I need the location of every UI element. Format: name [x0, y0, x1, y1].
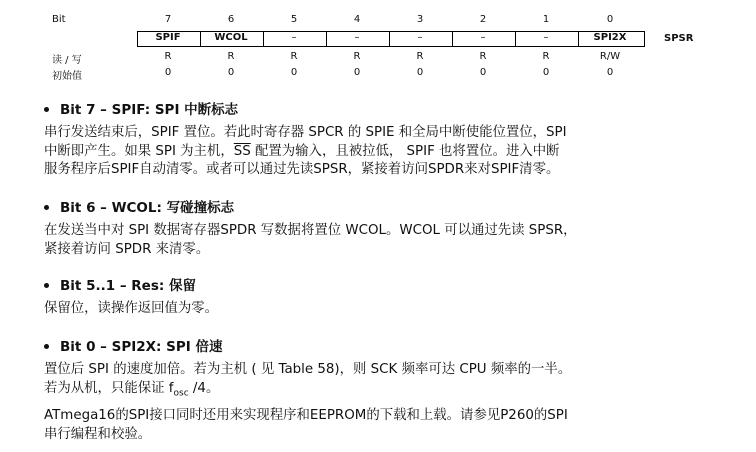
bit-number: 5: [290, 14, 298, 25]
ss-overline: $\overline{SS}$: [233, 143, 251, 159]
bullet-icon: [44, 205, 49, 210]
field-name: –: [417, 32, 423, 43]
init-value: 0: [227, 67, 235, 78]
paragraph-bit6: 在发送当中对 SPI 数据寄存器SPDR 写数据将置位 WCOL。WCOL 可以通过先读 SPSR， 紧接着访问 SPDR 来清零。: [44, 223, 577, 257]
field-name: –: [480, 32, 486, 43]
bit-number: 0: [606, 14, 614, 25]
fosc-subscript: osc: [173, 388, 189, 399]
paragraph-bit0: 置位后 SPI 的速度加倍。若为主机 ( 见 Table 58)，则 SCK 频率可达 CPU 频率的一半。 若为从机，只能保证 $f_{osc}$ /4。: [44, 362, 572, 399]
field-name: –: [291, 32, 297, 43]
field-name: –: [354, 32, 360, 43]
field-name: SPIF: [155, 32, 181, 43]
rw-value: R: [542, 51, 550, 62]
bit-label: Bit: [52, 14, 66, 25]
field-name: SPI2X: [593, 32, 627, 43]
field-name: –: [543, 32, 549, 43]
rw-value: R: [479, 51, 487, 62]
paragraph-footer: ATmega16的SPI接口同时还用来实现程序和EEPROM的下载和上载。请参见P260的SPI 串行编程和校验。: [44, 408, 568, 442]
rw-value: R: [353, 51, 361, 62]
register-table: [0, 0, 756, 90]
init-value: 0: [353, 67, 361, 78]
init-value: 0: [479, 67, 487, 78]
section-heading-bit6: Bit 6 – WCOL: 写碰撞标志: [44, 196, 234, 216]
bullet-icon: [44, 344, 49, 349]
init-value: 0: [164, 67, 172, 78]
init-value: 0: [542, 67, 550, 78]
bit-number: 7: [164, 14, 172, 25]
init-value: 0: [290, 67, 298, 78]
bit-number: 4: [353, 14, 361, 25]
init-value: 0: [416, 67, 424, 78]
init-label: 初始值: [52, 71, 82, 82]
section-heading-bit5-1: Bit 5..1 – Res: 保留: [44, 274, 196, 294]
rw-value: R: [416, 51, 424, 62]
rw-value: R: [290, 51, 298, 62]
paragraph-bit7: 串行发送结束后，SPIF 置位。若此时寄存器 SPCR 的 SPIE 和全局中断使能位置位，SPI 中断即产生。如果 SPI 为主机，$\overline{SS}$ 配置为输入，且被拉低， SPIF 也将置位。进入中断 服务程序后SPIF自动清零。或者可以通过先读SPSR，紧接着访问SPDR来对SPIF清零。: [44, 125, 567, 177]
bullet-icon: [44, 107, 49, 112]
section-heading-bit0: Bit 0 – SPI2X: SPI 倍速: [44, 335, 223, 355]
bit-number: 6: [227, 14, 235, 25]
bit-number: 3: [416, 14, 424, 25]
bit-number: 2: [479, 14, 487, 25]
bit-number: 1: [542, 14, 550, 25]
field-name: WCOL: [214, 32, 248, 43]
rw-value: R: [164, 51, 172, 62]
paragraph-bit5-1: 保留位，读操作返回值为零。: [44, 301, 219, 316]
rw-label: 读 / 写: [52, 55, 82, 66]
rw-value: R/W: [599, 51, 621, 62]
section-heading-bit7: Bit 7 – SPIF: SPI 中断标志: [44, 98, 238, 118]
bullet-icon: [44, 283, 49, 288]
rw-value: R: [227, 51, 235, 62]
init-value: 0: [606, 67, 614, 78]
register-name: SPSR: [664, 33, 694, 44]
